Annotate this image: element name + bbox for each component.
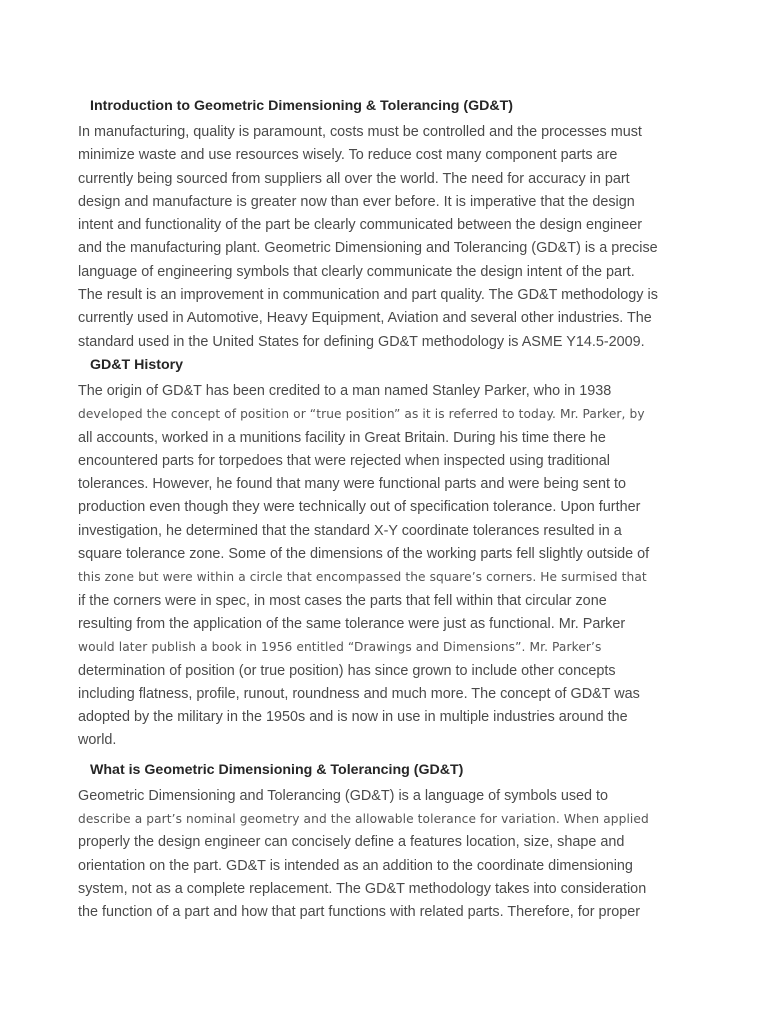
paragraph-line: adopted by the military in the 1950s and is now in use in multiple industries around the [78,709,628,726]
section-paragraph [78,785,688,925]
paragraph-line: this zone but were within a circle that encompassed the square’s corners. He surmised that [78,570,647,585]
paragraph-line: currently being sourced from suppliers all over the world. The need for accuracy in part [78,170,630,187]
paragraph-line: The result is an improvement in communication and part quality. The GD&T methodology is [78,287,658,304]
paragraph-line: standard used in the United States for defining GD&T methodology is ASME Y14.5-2009. [78,333,645,350]
paragraph-line: currently used in Automotive, Heavy Equipment, Aviation and several other industries. The [78,310,652,327]
paragraph-line: production even though they were technically out of specification tolerance. Upon further [78,499,641,516]
paragraph-line: language of engineering symbols that clearly communicate the design intent of the part. [78,263,635,280]
paragraph-line: The origin of GD&T has been credited to a man named Stanley Parker, who in 1938 [78,382,612,399]
paragraph-line: tolerances. However, he found that many were functional parts and were being sent to [78,476,626,493]
paragraph-line: encountered parts for torpedoes that were rejected when inspected using traditional [78,452,610,469]
paragraph-line: including flatness, profile, runout, roundness and much more. The concept of GD&T was [78,685,640,702]
section-paragraph [78,121,688,354]
paragraph-line: square tolerance zone. Some of the dimensions of the working parts fell slightly outside of [78,546,650,563]
paragraph-line: In manufacturing, quality is paramount, costs must be controlled and the processes must [78,124,642,140]
paragraph-line: all accounts, worked in a munitions facility in Great Britain. During his time there he [78,429,606,446]
section-heading: GD&T History [90,356,184,373]
paragraph-line: Geometric Dimensioning and Tolerancing (GD&T) is a language of symbols used to [78,787,609,804]
paragraph-line: and the manufacturing plant. Geometric Dimensioning and Tolerancing (GD&T) is a precise [78,240,658,257]
section-heading: Introduction to Geometric Dimensioning & Tolerancing (GD&T) [90,98,513,114]
section-heading: What is Geometric Dimensioning & Tolerancing (GD&T) [90,761,464,778]
paragraph-line: describe a part’s nominal geometry and the allowable tolerance for variation. When applied [78,812,649,827]
paragraph-line: if the corners were in spec, in most cases the parts that fell within that circular zone [78,592,607,609]
paragraph-line: system, not as a complete replacement. The GD&T methodology takes into consideration [78,880,647,897]
paragraph-line: properly the design engineer can concisely define a features location, size, shape and [78,834,625,851]
paragraph-line: would later publish a book in 1956 entitled “Drawings and Dimensions”. Mr. Parker’s [78,640,602,655]
section-introduction [78,95,688,354]
paragraph-line: design and manufacture is greater now than ever before. It is imperative that the design [78,193,635,210]
section-paragraph [78,380,688,753]
paragraph-line: minimize waste and use resources wisely. To reduce cost many component parts are [78,147,618,164]
paragraph-line: investigation, he determined that the standard X-Y coordinate tolerances resulted in a [78,522,622,539]
document-page [78,95,688,925]
paragraph-line: developed the concept of position or “true position” as it is referred to today. Mr. Parker, by [78,407,645,422]
paragraph-line: determination of position (or true position) has since grown to include other concepts [78,662,616,679]
section-what-is-gdt [78,759,688,925]
paragraph-line: world. [78,732,117,749]
paragraph-line: intent and functionality of the part be clearly communicated between the design engineer [78,217,642,234]
section-history [78,354,688,753]
paragraph-line: resulting from the application of the same tolerance were just as functional. Mr. Parker [78,615,626,632]
paragraph-line: orientation on the part. GD&T is intended as an addition to the coordinate dimensioning [78,857,633,874]
paragraph-line: the function of a part and how that part functions with related parts. Therefore, for proper [78,904,641,921]
